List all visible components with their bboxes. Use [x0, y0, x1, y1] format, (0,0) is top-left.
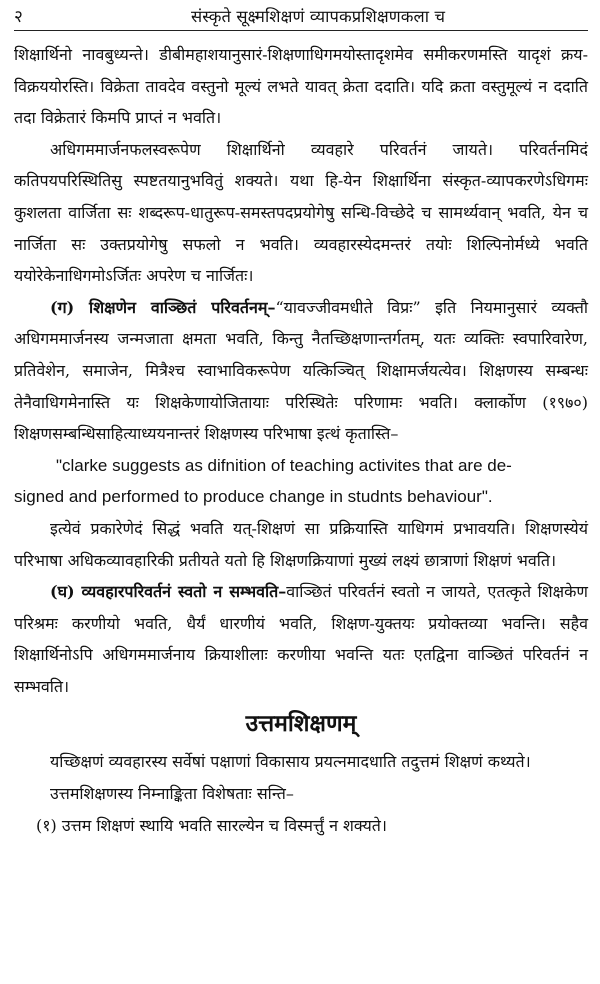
section-gh-text: वाञ्छितं परिवर्तनं स्वतो न जायते, एतत्कृते शिक्षकेण परिश्रमः करणीयो भवति, धैर्यं धारणीयं भवति, शिक्षण-युक्तयः प्रयोक्तव्या भवन्ति। सहैव शिक्षार्थिनोऽपि अधिगममार्जनाय क्रियाशीलाः करणीया भवन्ति यतः एतद्विना वाञ्छितं परिवर्तनं न सम्भवति। — [14, 582, 588, 696]
quote-line-2: signed and performed to produce change in studnts behaviour". — [14, 487, 493, 507]
section-g — [14, 292, 588, 450]
section-g-heading: (ग) शिक्षणेन वाञ्छितं परिवर्तनम्– — [50, 297, 276, 317]
paragraph-3: इत्येवं प्रकारेणेदं सिद्धं भवति यत्-शिक्षणं सा प्रक्रियास्ति याधिगमं प्रभावयति। शिक्षणस्येयं परिभाषा अधिकव्यावहारिकी प्रतीयते यतो हि शिक्षणक्रियाणां मुख्यं लक्ष्यं छात्राणां शिक्षणं भवति। — [14, 518, 588, 570]
paragraph-2: अधिगममार्जनफलस्वरूपेण शिक्षार्थिनो व्यवहारे परिवर्तनं जायते। परिवर्तनमिदं कतिपयपरिस्थितिसु स्पष्टतयानुभवितुं शक्यते। यथा हि-येन शिक्षार्थिना संस्कृत-व्यापकरणेऽधिगमः कुशलता वार्जिता सः शब्दरूप-धातुरूप-समस्तपदप्रयोगेषु सन्धि-विच्छेदे च सामर्थ्यवान् भवति, येन च नार्जिता सः उक्तप्रयोगेषु सफलो न भवति। व्यवहारस्येदमन्तरं तयोः शिल्पिनोर्मध्ये भवति ययोरेकेनाधिगमोऽर्जितः अपरेण च नार्जितः। — [14, 139, 588, 286]
section-gh-heading: (घ) व्यवहारपरिवर्तनं स्वतो न सम्भवति– — [50, 582, 287, 602]
paragraph-4: यच्छिक्षणं व्यवहारस्य सर्वेषां पक्षाणां विकासाय प्रयत्नमादधाति तदुत्तमं शिक्षणं कथ्यते। — [50, 752, 531, 772]
section-gh — [14, 576, 588, 702]
section-g-text: “यावज्जीवमधीते विप्रः” इति नियमानुसारं व्यक्तौ अधिगममार्जनस्य जन्मजाता क्षमता भवति, किन्तु नैतच्छिक्षणान्तर्गतम्, यतः व्यक्तिः स्वपारिवारेण, प्रतिवेशेन, समाजेन, मित्रैश्च स्वाभाविकरूपेण यत्किञ्चित् शिक्षामर्जयत्येव। शिक्षणस्य सम्बन्धः तेनैवाधिगमेनास्ति यः शिक्षकेणायोजितायाः परिस्थितेः परिणामः भवति। क्लार्कोण (१९७०) शिक्षणसम्बन्धिसाहित्याध्ययनान्तरं शिक्षणस्य परिभाषा इत्थं कृतास्ति– — [14, 297, 589, 444]
paragraph-1: शिक्षार्थिनो नावबुध्यन्ते। डीबीमहाशयानुसारं-शिक्षणाधिगमयोस्तादृशमेव समीकरणमस्ति यादृशं क्रय-विक्रययोरस्ति। विक्रेता तावदेव वस्तुनो मूल्यं लभते यावत् क्रेता ददाति। यदि क्रता वस्तुमूल्यं न ददाति तदा विक्रेतारं किमपि प्राप्तं न भवति। — [14, 45, 588, 128]
page-number: २ — [14, 7, 23, 27]
list-item-1: (१) उत्तम शिक्षणं स्थायि भवति सारल्येन च विस्मर्त्तुं न शक्यते। — [36, 815, 387, 835]
quote-line-1: "clarke suggests as difnition of teaching activites that are de- — [56, 455, 512, 475]
section-heading: उत्तमशिक्षणम् — [245, 710, 357, 738]
page-header — [14, 4, 588, 31]
running-title: संस्कृते सूक्ष्मशिक्षणं व्यापकप्रशिक्षणकला च — [190, 7, 446, 26]
paragraph-5: उत्तमशिक्षणस्य निम्नाङ्किता विशेषताः सन्ति– — [50, 784, 294, 804]
